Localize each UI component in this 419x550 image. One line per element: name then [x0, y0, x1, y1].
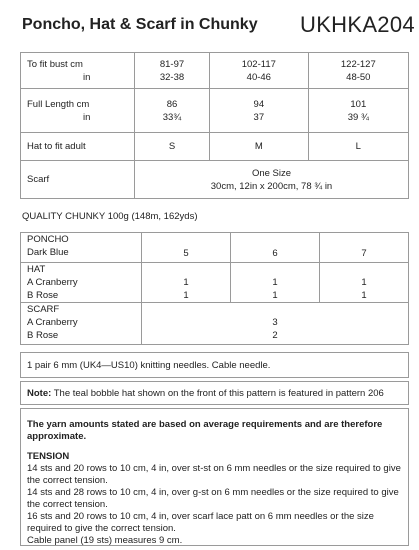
- bust-label: To fit bust cm: [27, 58, 83, 70]
- bust-in-label: in: [83, 71, 91, 83]
- hat-b-amount-3: 1: [361, 290, 367, 301]
- note-box: [20, 381, 409, 405]
- poncho-label-cell: [21, 233, 142, 263]
- info-box: [20, 408, 409, 546]
- bust-cm-3: 122-127: [340, 58, 376, 70]
- scarf-yarn-row: [21, 303, 409, 345]
- poncho-row: [21, 233, 409, 263]
- bust-size-3: [308, 53, 408, 89]
- page-title: Poncho, Hat & Scarf in Chunky: [22, 16, 258, 33]
- hat-amount-1: [142, 263, 231, 303]
- poncho-label: PONCHO: [27, 234, 69, 245]
- hat-yarn-label: HAT: [27, 264, 46, 275]
- length-cm-3: 101: [350, 98, 367, 110]
- length-in-2: 37: [253, 111, 265, 123]
- scarf-b-label: B Rose: [27, 330, 59, 341]
- length-label: Full Length cm: [27, 98, 90, 110]
- needles-text: 1 pair 6 mm (UK4—US10) knitting needles. Cable needle.: [27, 360, 271, 371]
- hat-a-label: A Cranberry: [27, 277, 78, 288]
- scarf-b-amount: 2: [272, 330, 278, 341]
- tension-line-3: 16 sts and 20 rows to 10 cm, 4 in, over scarf lace patt on 6 mm needles or the size required to give the correct tension.: [27, 511, 374, 534]
- hat-amount-3: [320, 263, 409, 303]
- note-text: The teal bobble hat shown on the front of this pattern is featured in pattern 206: [53, 388, 384, 399]
- hat-b-amount-2: 1: [272, 290, 278, 301]
- poncho-colour: Dark Blue: [27, 247, 69, 258]
- needles-box: [20, 352, 409, 378]
- hat-row: [21, 133, 409, 161]
- hat-b-label: B Rose: [27, 290, 59, 301]
- poncho-amount-1: 5: [142, 233, 231, 263]
- amounts-note: The yarn amounts stated are based on average requirements and are therefore approximate.: [27, 419, 383, 442]
- bust-cm-1: 81-97: [159, 58, 185, 70]
- length-size-2: [210, 89, 309, 133]
- poncho-amount-3: 7: [320, 233, 409, 263]
- length-in-1: 33¾: [162, 111, 182, 123]
- hat-label: Hat to fit adult: [21, 133, 135, 161]
- bust-size-2: [210, 53, 309, 89]
- hat-b-amount-1: 1: [183, 290, 189, 301]
- hat-a-amount-3: 1: [361, 277, 367, 288]
- hat-a-amount-1: 1: [183, 277, 189, 288]
- tension-line-2: 14 sts and 28 rows to 10 cm, 4 in, over g-st on 6 mm needles or the size required to give the correct tension.: [27, 487, 399, 510]
- scarf-a-label: A Cranberry: [27, 317, 78, 328]
- note-label: Note:: [27, 388, 52, 399]
- scarf-a-amount: 3: [272, 317, 278, 328]
- hat-a-amount-2: 1: [272, 277, 278, 288]
- tension-line-4: Cable panel (19 sts) measures 9 cm.: [27, 535, 183, 546]
- scarf-size: [135, 161, 409, 199]
- scarf-size-dims: 30cm, 12in x 200cm, 78 ¾ in: [210, 180, 333, 192]
- yarn-table: [20, 232, 409, 345]
- poncho-amount-2: 6: [231, 233, 320, 263]
- length-size-3: [308, 89, 408, 133]
- length-cm-1: 86: [166, 98, 178, 110]
- bust-in-2: 40-46: [246, 71, 271, 83]
- bust-size-1: [135, 53, 210, 89]
- tension-heading: TENSION: [27, 451, 70, 462]
- length-size-1: [135, 89, 210, 133]
- scarf-yarn-label-cell: [21, 303, 142, 345]
- hat-yarn-row: [21, 263, 409, 303]
- hat-size-2: M: [210, 133, 309, 161]
- hat-size-3: L: [308, 133, 408, 161]
- bust-row: [21, 53, 409, 89]
- yarn-quality: QUALITY CHUNKY 100g (148m, 162yds): [22, 211, 198, 222]
- hat-amount-2: [231, 263, 320, 303]
- scarf-yarn-label: SCARF: [27, 304, 60, 315]
- length-in-3: 39 ¾: [347, 111, 369, 123]
- bust-in-1: 32-38: [159, 71, 185, 83]
- hat-size-1: S: [135, 133, 210, 161]
- hat-yarn-label-cell: [21, 263, 142, 303]
- bust-label-cell: [21, 53, 135, 89]
- sizes-table: [20, 52, 409, 199]
- bust-in-3: 48-50: [346, 71, 371, 83]
- scarf-size-one: One Size: [251, 167, 292, 179]
- scarf-row: [21, 161, 409, 199]
- length-label-cell: [21, 89, 135, 133]
- tension-line-1: 14 sts and 20 rows to 10 cm, 4 in, over st-st on 6 mm needles or the size required to give the correct tension.: [27, 463, 401, 486]
- length-cm-2: 94: [253, 98, 265, 110]
- scarf-label: Scarf: [21, 161, 135, 199]
- scarf-amounts: [142, 303, 409, 345]
- pattern-code: UKHKA204: [300, 12, 415, 37]
- length-in-label: in: [83, 111, 91, 123]
- bust-cm-2: 102-117: [241, 58, 276, 70]
- length-row: [21, 89, 409, 133]
